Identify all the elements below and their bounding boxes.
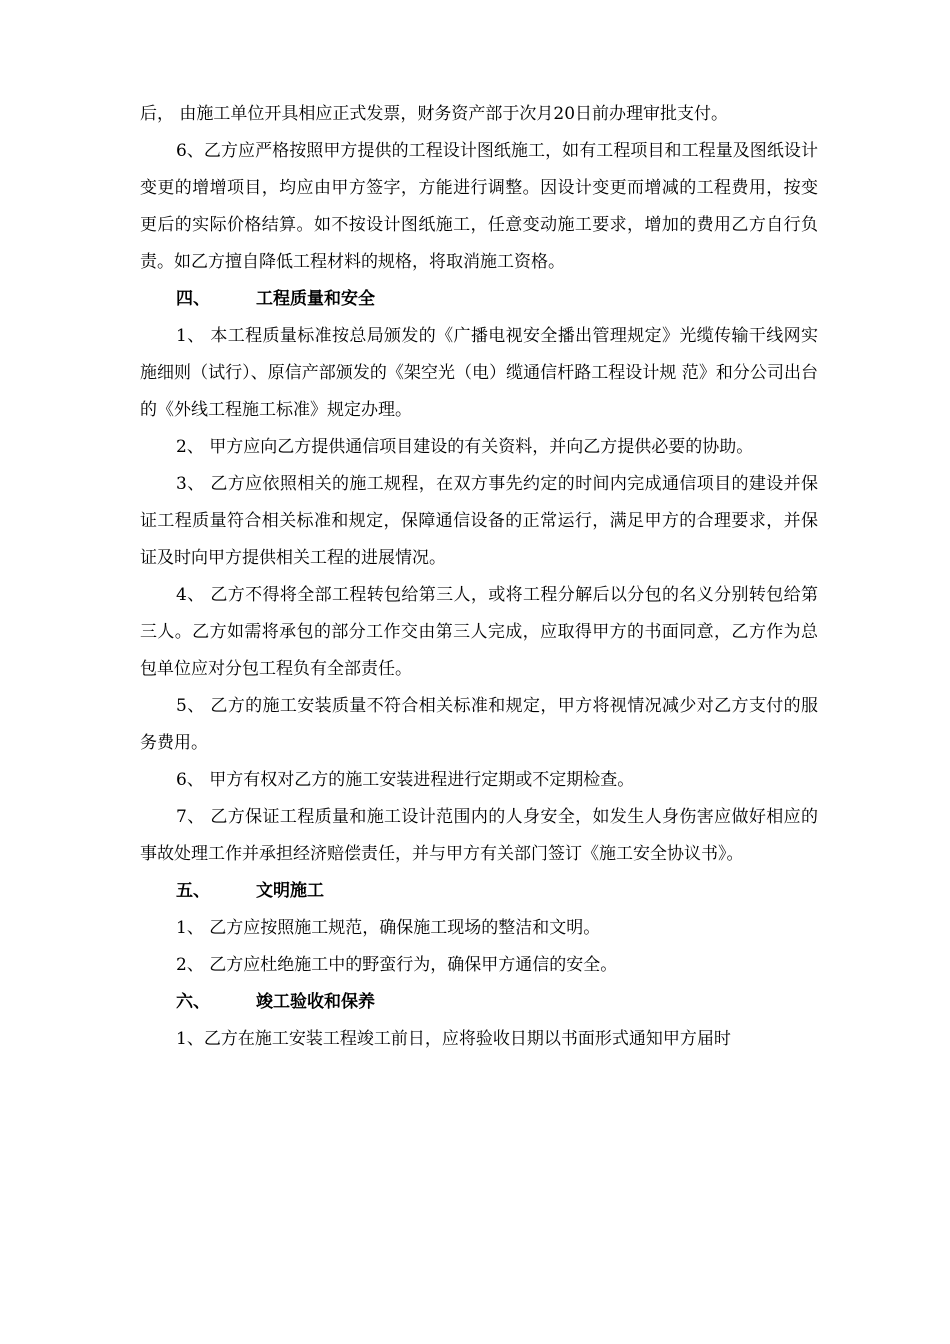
section-heading-civilized-construction	[140, 873, 818, 910]
section-heading-acceptance-maintenance	[140, 984, 818, 1021]
paragraph-construction-rules: 3、 乙方应依照相关的施工规程，在双方事先约定的时间内完成通信项目的建设并保证工程质量符合相关标准和规定，保障通信设备的正常运行，满足甲方的合理要求，并保证及时向甲方提供相关工程的进展情况。	[140, 474, 818, 568]
paragraph-design-changes: 6、乙方应严格按照甲方提供的工程设计图纸施工，如有工程项目和工程量及图纸设计变更的增增项目，均应由甲方签字，方能进行调整。因设计变更而增减的工程费用，按变更后的实际价格结算。如不按设计图纸施工，任意变动施工要求，增加的费用乙方自行负责。如乙方擅自降低工程材料的规格，将取消施工资格。	[140, 141, 818, 272]
paragraph-payment: 后， 由施工单位开具相应正式发票，财务资产部于次月20日前办理审批支付。	[140, 104, 729, 124]
section-title: 文明施工	[256, 881, 324, 901]
section-title: 竣工验收和保养	[256, 992, 375, 1012]
paragraph-inspection: 6、 甲方有权对乙方的施工安装进程进行定期或不定期检查。	[176, 770, 635, 790]
paragraph-fee-reduction: 5、 乙方的施工安装质量不符合相关标准和规定，甲方将视情况减少对乙方支付的服务费用。	[140, 696, 818, 753]
document-body	[140, 96, 818, 1058]
section-title: 工程质量和安全	[256, 289, 375, 309]
section-number: 六、	[176, 992, 210, 1012]
paragraph-site-cleanliness: 1、 乙方应按照施工规范，确保施工现场的整洁和文明。	[176, 918, 601, 938]
section-heading-quality-safety	[140, 281, 818, 318]
paragraph-provide-materials: 2、 甲方应向乙方提供通信项目建设的有关资料，并向乙方提供必要的协助。	[176, 437, 754, 457]
section-number: 五、	[176, 881, 210, 901]
paragraph-quality-standard: 1、 本工程质量标准按总局颁发的《广播电视安全播出管理规定》光缆传输干线网实施细则（试行）、原信产部颁发的《架空光（电）缆通信杆路工程设计规 范》和分公司出台的《外线工程施工标准》规定办理。	[140, 326, 818, 420]
section-number: 四、	[176, 289, 210, 309]
paragraph-acceptance-notice: 1、乙方在施工安装工程竣工前日，应将验收日期以书面形式通知甲方届时	[176, 1029, 731, 1049]
paragraph-subcontracting: 4、 乙方不得将全部工程转包给第三人，或将工程分解后以分包的名义分别转包给第三人。乙方如需将承包的部分工作交由第三人完成，应取得甲方的书面同意，乙方作为总包单位应对分包工程负有全部责任。	[140, 585, 818, 679]
paragraph-personal-safety: 7、 乙方保证工程质量和施工设计范围内的人身安全，如发生人身伤害应做好相应的事故处理工作并承担经济赔偿责任，并与甲方有关部门签订《施工安全协议书》。	[140, 807, 818, 864]
paragraph-communication-safety: 2、 乙方应杜绝施工中的野蛮行为，确保甲方通信的安全。	[176, 955, 618, 975]
